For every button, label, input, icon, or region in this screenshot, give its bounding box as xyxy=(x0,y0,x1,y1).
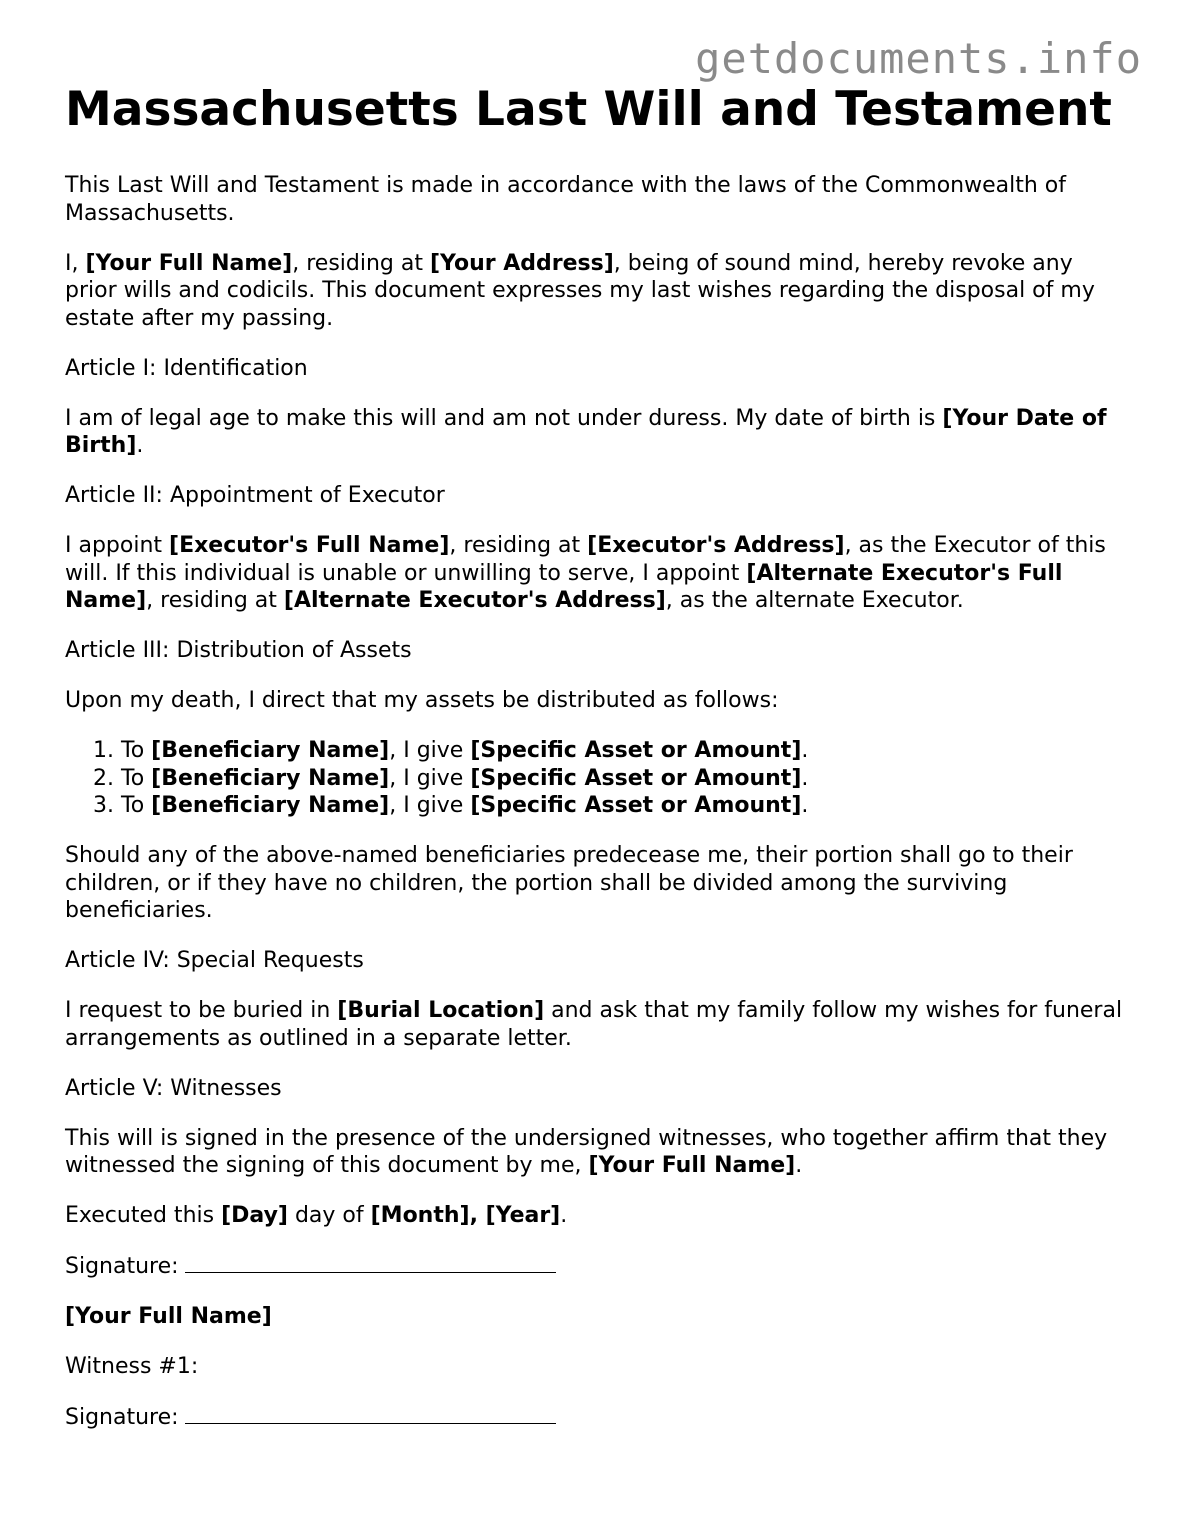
article-5-heading: Article V: Witnesses xyxy=(65,1075,282,1101)
asset-placeholder: [Specific Asset or Amount] xyxy=(470,765,802,791)
alt-executor-address-placeholder: [Alternate Executor's Address] xyxy=(283,588,666,614)
executor-address-placeholder: [Executor's Address] xyxy=(587,533,845,559)
burial-location-placeholder: [Burial Location] xyxy=(337,998,545,1024)
article-1-heading: Article I: Identification xyxy=(65,355,308,381)
testator-address-placeholder: [Your Address] xyxy=(429,250,614,276)
beneficiary-placeholder: [Beneficiary Name] xyxy=(151,738,390,764)
document-body xyxy=(65,82,1125,1454)
article-4-heading: Article IV: Special Requests xyxy=(65,948,364,974)
article-3-heading: Article III: Distribution of Assets xyxy=(65,638,412,664)
article-2-text: I appoint [Executor's Full Name], residing at [Executor's Address], as the Executor of this will. If this individual is unable or unwilling to serve, I appoint [Alternate Executor's Full Name], residing at [Alternate Executor's Address], as the alternate Executor. xyxy=(65,533,1106,614)
beneficiary-placeholder: [Beneficiary Name] xyxy=(151,793,390,819)
article-1-text: I am of legal age to make this will and am not under duress. My date of birth is [Your Date of Birth]. xyxy=(65,405,1107,459)
site-watermark: getdocuments.info xyxy=(695,34,1142,83)
signature-label: Signature: xyxy=(65,1405,179,1431)
list-item: 3. To [Beneficiary Name], I give [Specific Asset or Amount]. xyxy=(121,792,1125,820)
article-4-text: I request to be buried in [Burial Location] and ask that my family follow my wishes for funeral arrangements as outlined in a separate letter. xyxy=(65,998,1123,1051)
signature-label: Signature: xyxy=(65,1254,179,1280)
article-2-heading: Article II: Appointment of Executor xyxy=(65,483,445,509)
asset-placeholder: [Specific Asset or Amount] xyxy=(470,738,802,764)
testator-name-placeholder: [Your Full Name] xyxy=(85,250,293,276)
witness-1-signature-line xyxy=(65,1403,1125,1432)
list-item: 2. To [Beneficiary Name], I give [Specific Asset or Amount]. xyxy=(121,765,1125,793)
predecease-paragraph: Should any of the above-named beneficiaries predecease me, their portion shall go to their children, or if they have no children, the portion shall be divided among the surviving beneficiaries. xyxy=(65,843,1073,924)
month-year-placeholder: [Month], [Year] xyxy=(370,1203,561,1229)
intro-paragraph: This Last Will and Testament is made in accordance with the laws of the Commonwealth of Massachusetts. xyxy=(65,173,1066,226)
list-item: 1. To [Beneficiary Name], I give [Specific Asset or Amount]. xyxy=(121,737,1125,765)
signature-field[interactable] xyxy=(185,1252,556,1273)
alt-executor-name-placeholder: [Alternate Executor's Full Name] xyxy=(65,560,1063,614)
dob-placeholder: [Your Date of Birth] xyxy=(65,405,1107,459)
declaration-paragraph: I, [Your Full Name], residing at [Your Address], being of sound mind, hereby revoke any prior wills and codicils. This document expresses my last wishes regarding the disposal of my estate after my passing. xyxy=(65,250,1095,331)
document-title: Massachusetts Last Will and Testament xyxy=(65,82,1112,137)
testator-signature-line xyxy=(65,1252,1125,1281)
beneficiary-placeholder: [Beneficiary Name] xyxy=(151,765,390,791)
witness-signature-field[interactable] xyxy=(185,1403,556,1424)
execution-date-line: Executed this [Day] day of [Month], [Year]. xyxy=(65,1203,568,1229)
executor-name-placeholder: [Executor's Full Name] xyxy=(169,533,450,559)
signer-name: [Your Full Name] xyxy=(65,1304,272,1330)
distribution-list xyxy=(65,737,1125,820)
witness-1-label: Witness #1: xyxy=(65,1354,199,1380)
article-3-lead: Upon my death, I direct that my assets be distributed as follows: xyxy=(65,688,779,714)
day-placeholder: [Day] xyxy=(221,1203,288,1229)
testator-name-placeholder: [Your Full Name] xyxy=(588,1153,796,1179)
asset-placeholder: [Specific Asset or Amount] xyxy=(470,793,802,819)
article-5-text: This will is signed in the presence of the undersigned witnesses, who together affirm that they witnessed the signing of this document by me, [Your Full Name]. xyxy=(65,1125,1108,1179)
